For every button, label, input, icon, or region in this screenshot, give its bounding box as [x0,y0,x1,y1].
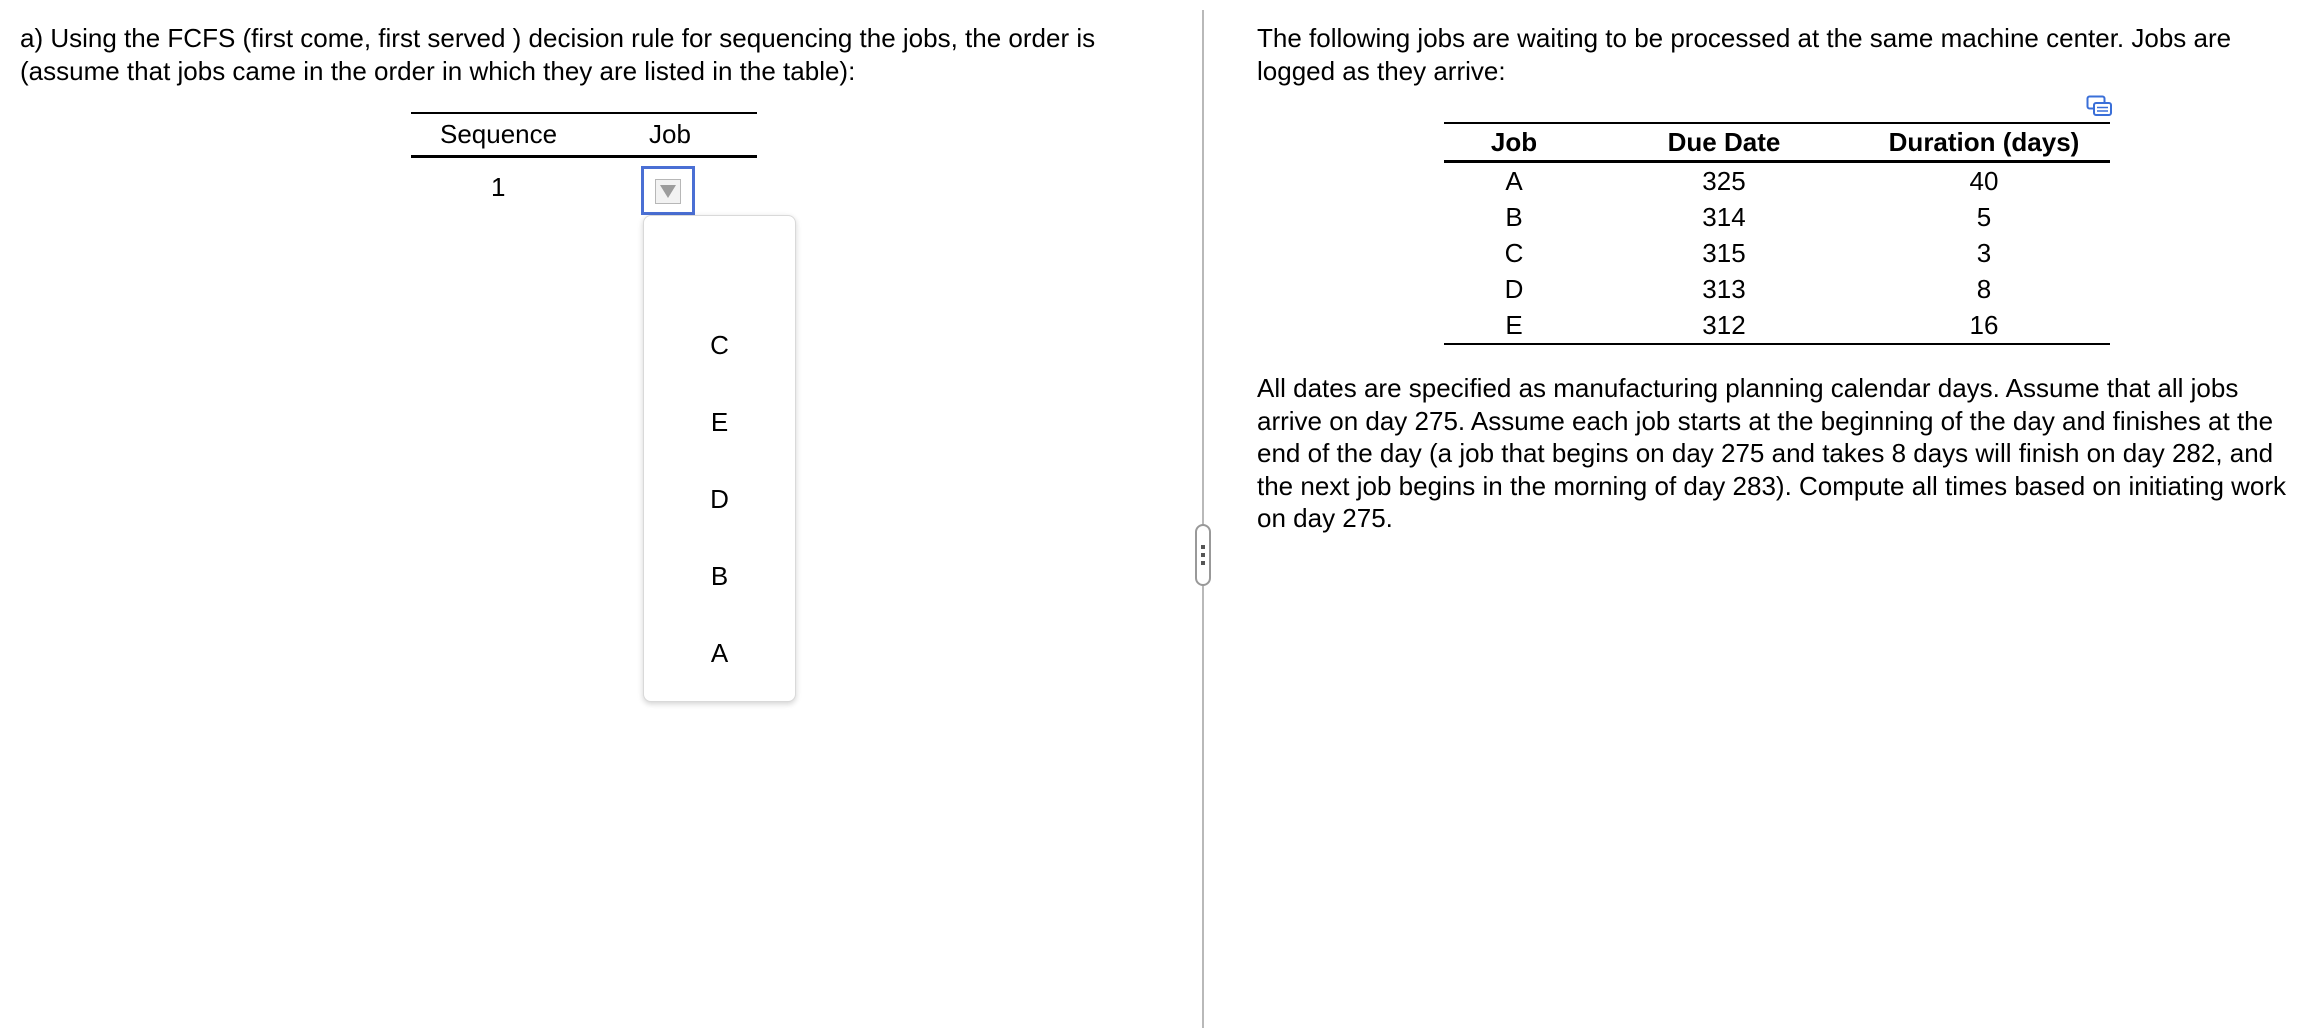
duration-cell: 8 [1976,274,1992,304]
job-cell: B [1505,202,1523,232]
question-text: a) Using the FCFS (first come, first served ) decision rule for sequencing the jobs, the order is (assume that jobs came in the order in which they are listed in the table): [20,23,1096,86]
problem-intro: The following jobs are waiting to be processed at the same machine center. Jobs are logged as they arrive: [1257,23,2232,86]
job-column-header: Job [649,119,691,149]
duration-header: Duration (days) [1888,127,2080,157]
duration-cell: 5 [1976,202,1992,232]
dropdown-option-d[interactable]: D [710,484,729,514]
table-row [1444,307,2110,343]
job-cell: C [1504,238,1524,268]
due-date-cell: 314 [1702,202,1746,232]
sequence-table [411,112,757,214]
due-date-cell: 315 [1702,238,1746,268]
sequence-number: 1 [491,172,506,202]
table-row [1444,163,2110,199]
dropdown-option-e[interactable]: E [710,407,729,437]
table-row [1444,235,2110,271]
job-cell: A [1505,166,1523,196]
caret-down-icon [660,185,676,198]
jobs-table-header [1444,124,2110,163]
due-date-cell: 325 [1702,166,1746,196]
due-date-cell: 312 [1702,310,1746,340]
dropdown-option-b[interactable]: B [710,561,729,591]
jobs-table [1444,122,2110,345]
sequence-column-header: Sequence [440,119,558,149]
duration-cell: 16 [1969,310,1999,340]
sequence-table-header [411,112,757,158]
duration-cell: 40 [1969,166,1999,196]
dropdown-option-a[interactable]: A [710,638,729,668]
dropdown-option-c[interactable]: C [710,330,729,360]
due-date-cell: 313 [1702,274,1746,304]
job-header: Job [1490,127,1538,157]
right-pane [1204,0,2318,1028]
assumptions-note: All dates are specified as manufacturing planning calendar days. Assume that all jobs arrive on day 275. Assume each job starts at the beginning of the day and finishes at the end of the day (a job that begins on day 275 and takes 8 days will finish on day 282, and the next job begins in the morning of day 283). Compute all times based on initiating work on day 275. [1257,373,2287,533]
job-dropdown-list [643,215,796,702]
duration-cell: 3 [1976,238,1992,268]
copy-icon[interactable] [2086,95,2112,117]
table-row [1444,271,2110,307]
job-cell: D [1504,274,1524,304]
job-cell: E [1505,310,1523,340]
job-select-dropdown[interactable] [641,166,695,215]
table-row [1444,199,2110,235]
table-row [411,158,757,214]
dropdown-arrow-button[interactable] [655,179,681,204]
due-date-header: Due Date [1667,127,1781,157]
